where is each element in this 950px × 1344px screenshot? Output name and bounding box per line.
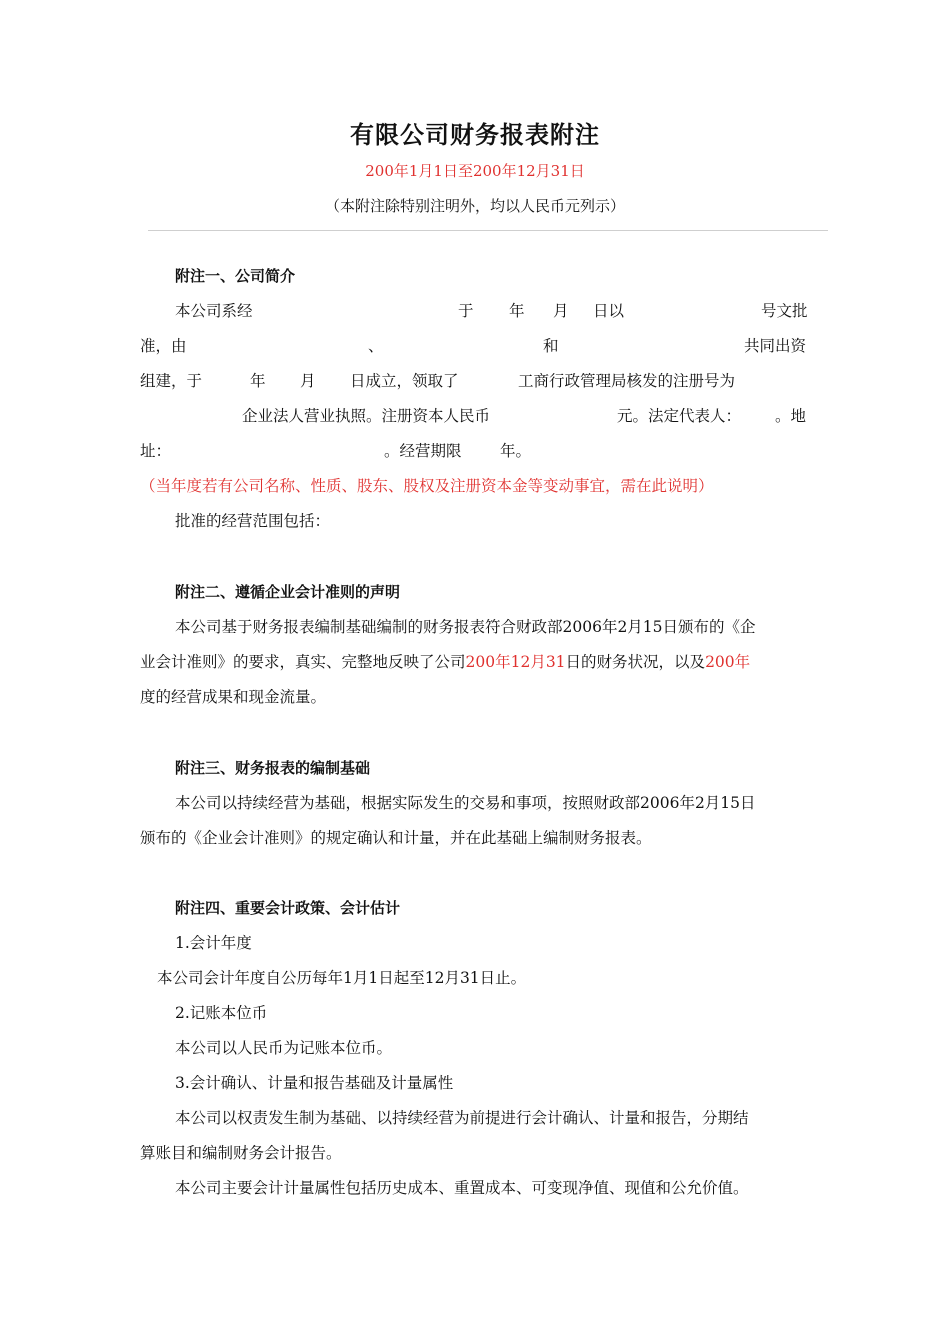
- section3-heading: 附注三、财务报表的编制基础: [175, 759, 371, 777]
- text-fragment: 年: [509, 302, 525, 320]
- item1-title: 1.会计年度: [175, 934, 252, 952]
- item2-text: 本公司以人民币为记账本位币。: [175, 1039, 393, 1057]
- text-fragment: 工商行政管理局核发的注册号为: [518, 372, 736, 390]
- section2-line3: 度的经营成果和现金流量。: [140, 688, 327, 706]
- text-fragment: 组建，于: [140, 372, 203, 390]
- section2-line2: [140, 650, 812, 674]
- text-fragment: 本公司系经: [175, 302, 253, 320]
- section2-heading: 附注二、遵循企业会计准则的声明: [175, 583, 401, 601]
- text-fragment: 年。: [500, 442, 532, 460]
- text-fragment: 企业法人营业执照。注册资本人民币: [242, 407, 491, 425]
- highlighted-date: 200年12月31: [465, 653, 566, 671]
- text-fragment: 共同出资: [744, 337, 807, 355]
- text-fragment: 月: [300, 372, 316, 390]
- text-fragment: 于: [458, 302, 474, 320]
- text-fragment: 日的财务状况，以及: [565, 653, 706, 671]
- text-fragment: 年: [250, 372, 266, 390]
- highlighted-year: 200年: [705, 653, 751, 671]
- text-fragment: 址：: [140, 442, 172, 460]
- text-fragment: 、: [368, 337, 384, 355]
- section1-row2: [140, 334, 812, 358]
- currency-note: （本附注除特别注明外，均以人民币元列示）: [324, 197, 625, 215]
- change-note: （当年度若有公司名称、性质、股东、股权及注册资本金等变动事宜，需在此说明）: [140, 477, 714, 495]
- section3-line2: 颁布的《企业会计准则》的规定确认和计量，并在此基础上编制财务报表。: [140, 829, 652, 847]
- section3-line1: 本公司以持续经营为基础，根据实际发生的交易和事项，按照财政部2006年2月15日: [175, 794, 756, 812]
- item3-text3: 本公司主要会计计量属性包括历史成本、重置成本、可变现净值、现值和公允价值。: [175, 1179, 749, 1197]
- section1-row1: [140, 299, 812, 323]
- section4-heading: 附注四、重要会计政策、会计估计: [175, 899, 401, 917]
- text-fragment: 元。法定代表人：: [617, 407, 742, 425]
- item2-title: 2.记账本位币: [175, 1004, 268, 1022]
- section1-heading: 附注一、公司简介: [175, 267, 296, 285]
- business-scope: 批准的经营范围包括：: [175, 512, 331, 530]
- text-fragment: 。经营期限: [384, 442, 462, 460]
- section1-row4: [140, 404, 812, 428]
- text-fragment: 。地: [775, 407, 807, 425]
- item3-title: 3.会计确认、计量和报告基础及计量属性: [175, 1074, 454, 1092]
- text-fragment: 业会计准则》的要求，真实、完整地反映了公司: [140, 653, 466, 671]
- report-period: 200年1月1日至200年12月31日: [365, 162, 585, 180]
- section1-row5: [140, 439, 812, 463]
- text-fragment: 日成立，领取了: [350, 372, 459, 390]
- text-fragment: 日以: [593, 302, 625, 320]
- text-fragment: 号文批: [761, 302, 808, 320]
- header-divider: [148, 230, 828, 231]
- item1-text: 本公司会计年度自公历每年1月1日起至12月31日止。: [157, 969, 527, 987]
- text-fragment: 和: [543, 337, 559, 355]
- section2-line1: 本公司基于财务报表编制基础编制的财务报表符合财政部2006年2月15日颁布的《企: [175, 618, 756, 636]
- section1-row3: [140, 369, 812, 393]
- item3-text2: 算账目和编制财务会计报告。: [140, 1144, 342, 1162]
- text-fragment: 准，由: [140, 337, 187, 355]
- text-fragment: 月: [553, 302, 569, 320]
- document-title: 有限公司财务报表附注: [350, 121, 600, 149]
- item3-text1: 本公司以权责发生制为基础、以持续经营为前提进行会计确认、计量和报告，分期结: [175, 1109, 749, 1127]
